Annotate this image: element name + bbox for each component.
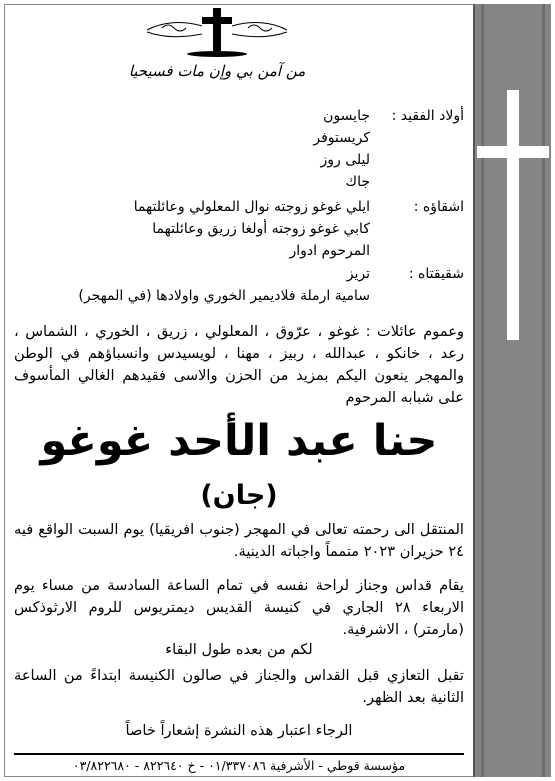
sister-name: تريز: [346, 266, 370, 282]
sisters-label: شقيقتاه :: [408, 266, 464, 282]
child-name: كريستوفر: [313, 130, 370, 146]
families-announcement: وعموم عائلات : غوغو ، عرّوق ، المعلولي ، زريق ، الخوري ، الشماس ، رعد ، خانكو ، عبدالله ، ربيز ، مهنا ، لويسيدس وانسباؤهم في الوطن والمهجر ينعون اليكم بمزيد من الحزن والاسى فقيدهم الغالي المأسوف على شبابه المرحوم: [14, 323, 464, 406]
brother-name: المرحوم ادوار: [289, 243, 370, 259]
child-name: جايسون: [323, 108, 370, 124]
brothers-list: [134, 196, 370, 262]
printer-footer: مؤسسة قوطي - الأشرفية ٠١/٣٣٧٠٨٦ - خ ٨٢٢٦٤٠ - ٠٣/٨٢٢٦٨٠: [72, 758, 406, 773]
sister-name: سامية ارملة فلاديمير الخوري واولادها (في المهجر): [78, 288, 370, 304]
sisters-list: [78, 263, 370, 307]
cross-icon-arm: [477, 146, 549, 158]
bar-stripe: [542, 4, 545, 777]
cross-ornament-icon: [142, 2, 292, 58]
death-notice: المنتقل الى رحمته تعالى في المهجر (جنوب افريقيا) يوم السبت الواقع فيه ٢٤ حزيران ٢٠٢٣ متمماً واجباته الدينية.: [14, 521, 464, 560]
side-bar: [473, 4, 551, 777]
mass-notice: يقام قداس وجناز لراحة نفسه في تمام الساعة السادسة من مساء يوم الاربعاء ٢٨ الجاري في كنيسة القديس ديمتريوس للروم الارثوذكس (مارمتر) ، الاشرفية.: [14, 577, 465, 638]
condolences-notice: تقبل التعازي قبل القداس والجناز في صالون الكنيسة ابتداءً من الساعة الثانية بعد الظهر.: [14, 667, 464, 706]
blessing: لكم من بعده طول البقاء: [165, 641, 313, 658]
child-name: ليلى روز: [320, 152, 370, 168]
brother-name: ايلي غوغو زوجته نوال المعلولي وعائلتهما: [133, 199, 370, 215]
brother-name: كابي غوغو زوجته أولغا زريق وعائلتهما: [152, 221, 370, 237]
children-label: أولاد الفقيد :: [391, 108, 464, 124]
closing-note: الرجاء اعتبار هذه النشرة إشعاراً خاصاً: [125, 722, 353, 739]
cross-icon: [507, 90, 519, 340]
footer-divider: [14, 753, 464, 755]
deceased-name: حنا عبد الأحد غوغو: [40, 416, 438, 466]
bar-stripe: [481, 4, 484, 777]
scripture-motto: من آمن بي وإن مات فسيحيا: [128, 62, 306, 80]
obituary-content: [14, 0, 464, 781]
brothers-label: اشقاؤه :: [413, 199, 464, 215]
child-name: جاك: [345, 174, 370, 190]
deceased-nickname: (جان): [200, 480, 278, 511]
children-list: [313, 105, 370, 193]
